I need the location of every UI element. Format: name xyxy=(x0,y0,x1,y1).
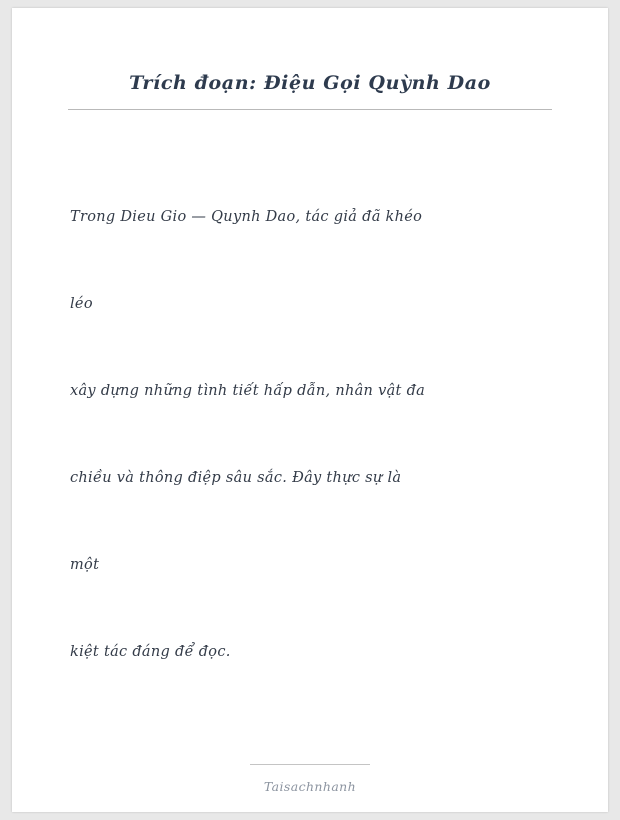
footer-brand: Taisachnhanh xyxy=(263,779,357,794)
body-line: một xyxy=(70,557,100,573)
body-line: chiều và thông điệp sâu sắc. Đây thực sự là xyxy=(70,470,402,486)
body-line: léo xyxy=(70,296,93,312)
body-line: xây dựng những tình tiết hấp dẫn, nhân vật đa xyxy=(70,383,426,399)
page-footer xyxy=(12,764,608,794)
body-line: kiệt tác đáng để đọc. xyxy=(70,644,231,660)
footer-divider xyxy=(250,764,370,765)
body-line: Trong Dieu Gio — Quynh Dao, tác giả đã khéo xyxy=(70,209,423,225)
document-page xyxy=(12,8,608,812)
title-divider xyxy=(68,109,552,110)
document-body xyxy=(70,145,550,725)
page-title: Trích đoạn: Điệu Gọi Quỳnh Dao xyxy=(129,72,491,94)
